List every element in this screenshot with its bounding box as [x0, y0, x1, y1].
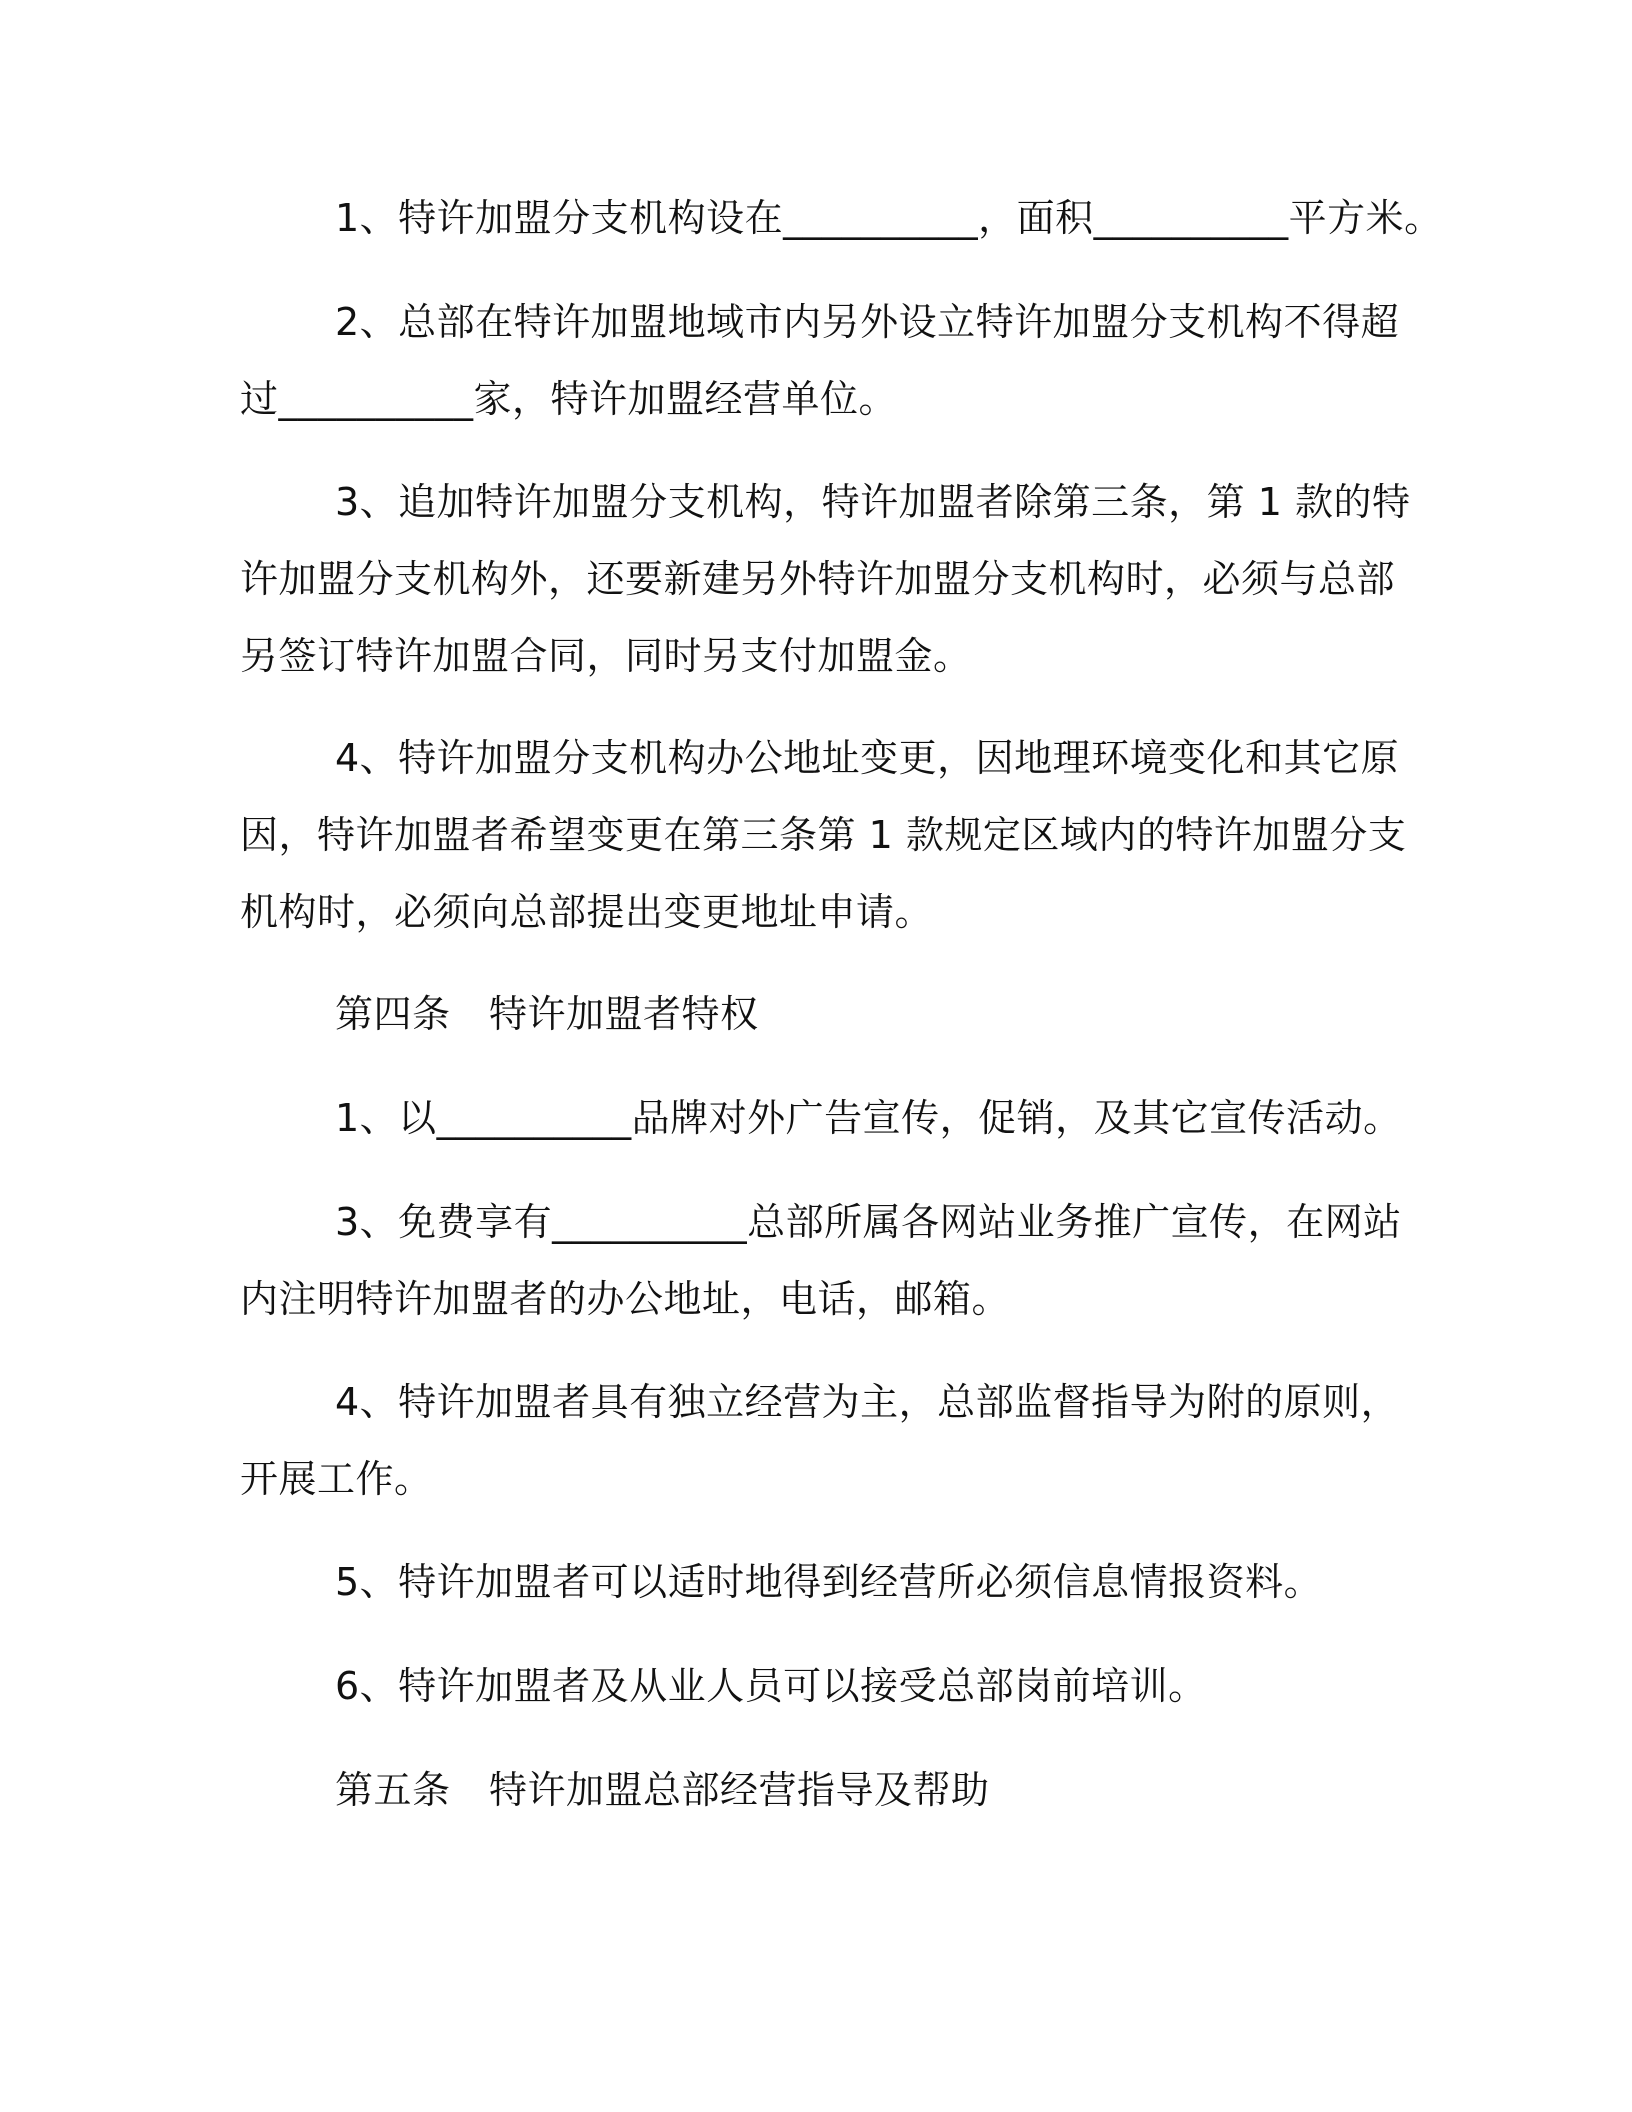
text-line: 过__________家，特许加盟经营单位。 — [240, 377, 898, 421]
paragraph-clause-4-item-5 — [240, 1544, 1390, 1621]
text-line: 5、特许加盟者可以适时地得到经营所必须信息情报资料。 — [335, 1560, 1323, 1604]
text-line: 内注明特许加盟者的办公地址，电话，邮箱。 — [240, 1277, 1011, 1321]
text-line: 1、以__________品牌对外广告宣传，促销，及其它宣传活动。 — [335, 1096, 1402, 1140]
text-line: 4、特许加盟者具有独立经营为主，总部监督指导为附的原则， — [335, 1380, 1400, 1424]
text-line: 3、免费享有__________总部所属各网站业务推广宣传，在网站 — [335, 1200, 1402, 1244]
text-line: 另签订特许加盟合同，同时另支付加盟金。 — [240, 634, 972, 678]
text-line: 2、总部在特许加盟地域市内另外设立特许加盟分支机构不得超 — [335, 300, 1400, 344]
section-heading-article-4 — [240, 976, 1390, 1053]
heading-text: 第四条 特许加盟者特权 — [335, 992, 759, 1036]
text-line: 4、特许加盟分支机构办公地址变更，因地理环境变化和其它原 — [335, 736, 1400, 780]
paragraph-clause-4-item-1 — [240, 1080, 1402, 1157]
paragraph-clause-4-item-6 — [240, 1648, 1390, 1725]
text-line: 因，特许加盟者希望变更在第三条第 1 款规定区域内的特许加盟分支 — [240, 813, 1407, 857]
paragraph-clause-4-item-4 — [240, 1364, 1400, 1518]
paragraph-clause-4-item-3 — [240, 1184, 1402, 1338]
heading-text: 第五条 特许加盟总部经营指导及帮助 — [335, 1768, 990, 1812]
text-line: 6、特许加盟者及从业人员可以接受总部岗前培训。 — [335, 1664, 1207, 1708]
text-line: 许加盟分支机构外，还要新建另外特许加盟分支机构时，必须与总部 — [240, 557, 1396, 601]
text-line: 3、追加特许加盟分支机构，特许加盟者除第三条，第 1 款的特 — [335, 480, 1411, 524]
paragraph-clause-3-item-1 — [240, 180, 1443, 257]
text-line: 机构时，必须向总部提出变更地址申请。 — [240, 890, 934, 934]
section-heading-article-5 — [240, 1752, 1390, 1829]
paragraph-clause-3-item-2 — [240, 284, 1400, 438]
paragraph-clause-3-item-4 — [240, 720, 1407, 951]
text-line: 开展工作。 — [240, 1457, 433, 1501]
paragraph-clause-3-item-3 — [240, 464, 1411, 695]
text-line: 1、特许加盟分支机构设在__________，面积__________平方米。 — [335, 196, 1443, 240]
